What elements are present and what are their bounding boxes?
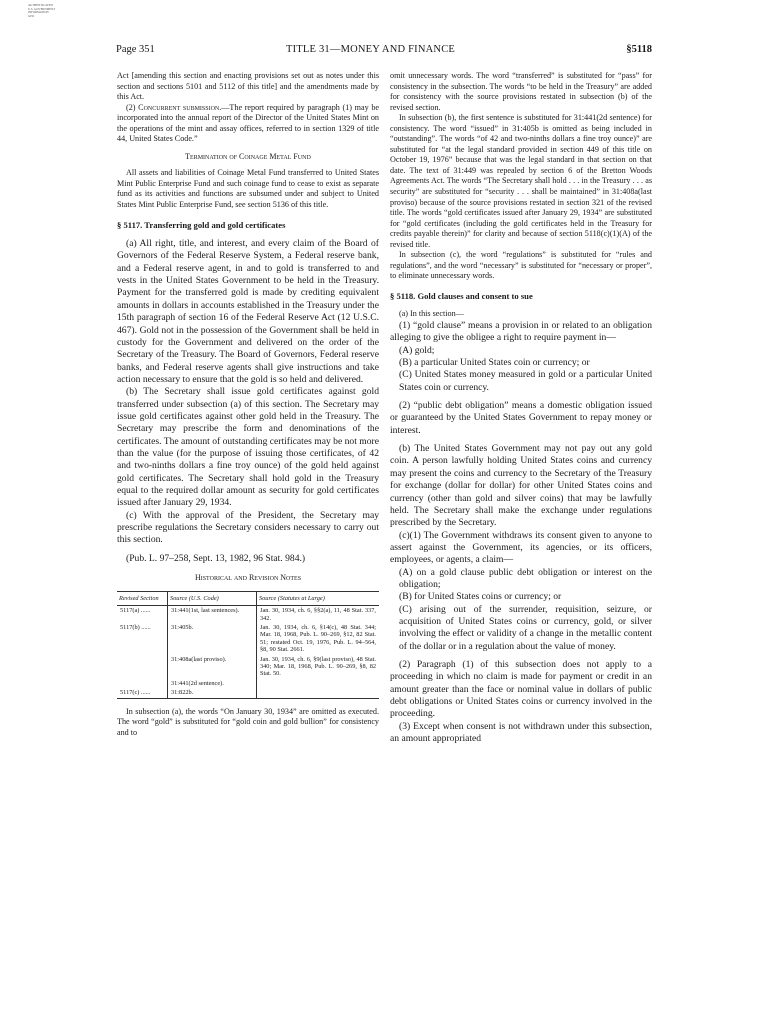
paragraph: In subsection (a), the words “On January 30, 1934” are omitted as executed. The word “gold” is substituted for “gold coin and gold bullion” for consistency and to (117, 706, 379, 737)
table-cell: 31:441(1st, last sentences). (168, 606, 257, 623)
small-caps-heading: (2) Concurrent submission (126, 102, 220, 112)
subsection-c: (c) With the approval of the President, the Secretary may prescribe regulations the Secretary considers necessary to carry out this section. (117, 509, 379, 546)
paragraph-c2: (2) Paragraph (1) of this subsection does not apply to a proceeding in which no claim is made for payment or credit in an amount greater than the face or nominal value in dollars of public debt obligations or United States coins or currency involved in the proceeding. (390, 658, 652, 720)
table-row (117, 623, 379, 655)
clause-c1A: (A) on a gold clause public debt obligation or interest on the obligation; (399, 566, 652, 590)
paragraph-text: .—The report required by paragraph (1) may be incorporated into the annual report of the Director of the United States Mint on the operations of the mint and assay offices, referred to in section 1329 of title 44, United States Code.” (117, 102, 379, 144)
table-cell: Jan. 30, 1934, ch. 6, §§2(a), 11, 48 Stat. 337, 342. (260, 607, 376, 622)
table-row (117, 688, 379, 698)
revision-notes-table (117, 591, 379, 699)
table-row (117, 606, 379, 623)
table-cell (257, 679, 380, 688)
subsection-a-intro: (a) In this section— (399, 309, 464, 319)
table-cell: 31:408a(last proviso). (168, 655, 257, 679)
paragraph: omit unnecessary words. The word “transferred” is substituted for “pass” for consistency in the subsection. The words “to be held in the Treasury” are added for consistency with the source provisions restated in subsection (b) of the revised section. (390, 71, 652, 112)
notes-heading: Historical and Revision Notes (194, 573, 302, 583)
paragraph: In subsection (b), the first sentence is substituted for 31:441(2d sentence) for consistency. The word “issued” in 31:405b is omitted as being included in “outstanding”. The words “of 42 and two-ninths dollars a fine troy ounce)” are substituted for “at the legal standard provided in section 449 of this title on October 19, 1976” because that was the legal standard in that section on that date. The text of 31:449 was repealed by section 6 of the Bretton Woods Agreements Act. The words “The Secretary shall hold . . . in the Treasury . . . as security” are substituted for “security . . . shall be maintained” in 31:408a(last proviso) because of the source provisions restated in section 321 of the revised title. The words “gold certificates issued after January 29, 1934” are substituted for “gold certificates (including the gold certificates held in the Treasury for credits payable therein)” for clarity and because of section 5118(c)(1)(A) of the revised title. (390, 113, 652, 249)
right-column (390, 71, 652, 745)
table-cell: 5117(b) ...... (117, 623, 168, 655)
paragraph-a1: (1) “gold clause” means a provision in or related to an obligation alleging to give the obligee a right to require payment in— (390, 320, 652, 344)
section-5117-heading: § 5117. Transferring gold and gold certificates (117, 219, 286, 230)
subsection-b: (b) The United States Government may not pay out any gold coin. A person lawfully holding United States coins and currency may present the coins and currency to the Secretary of the Treasury for exchange (dollar for dollar) for other United States coins and currency (other than gold and silver coins) that may be lawfully held. The Secretary shall make the exchange under regulations prescribed by the Secretary. (390, 443, 652, 529)
section-5118-heading: § 5118. Gold clauses and consent to sue (390, 290, 533, 301)
paragraph: In subsection (c), the word “regulations” is substituted for “rules and regulations”, and the word “necessary” is substituted for “necessary or proper”, to eliminate unnecessary words. (390, 250, 652, 281)
table-cell (117, 655, 168, 679)
table-cell: Jan. 30, 1934, ch. 6, §14(c), 48 Stat. 344; Mar. 18, 1968, Pub. L. 90–269, §12, 82 Stat. 51; restated Oct. 19, 1976, Pub. L. 94–564, §8, 90 Stat. 2661. (260, 624, 376, 654)
running-header (116, 44, 652, 60)
gpo-authentication-seal: AUTHENTICATED U.S. GOVERNMENT INFORMATION GPO (28, 3, 56, 18)
table-cell (117, 679, 168, 688)
subsection-b: (b) The Secretary shall issue gold certificates against gold transferred under subsection (a) of this section. The Secretary may issue gold certificates against other gold held in the Treasury. The Secretary may prescribe the form and denominations of the certificates. The amount of outstanding certificates may be not more than the value (for the purpose of issuing those certificates, of 42 and two-ninths dollars a fine troy ounce) of the gold held against gold certificates. The Secretary shall hold gold in the Treasury equal to the required dollar amount as security for gold certificates issued after January 29, 1934. (117, 386, 379, 509)
table-cell: 31:405b. (168, 623, 257, 655)
table-header: Source (U.S. Code) (168, 591, 257, 605)
table-row (117, 655, 379, 679)
clause-c1C: (C) arising out of the surrender, requisition, seizure, or acquisition of United States coins or currency, gold, or silver involving the effect or validity of a change in the metallic content of the dollar or in a regulation about the value of money. (399, 603, 652, 652)
table-row (117, 679, 379, 688)
table-cell: Jan. 30, 1934, ch. 6, §9(last proviso), 48 Stat. 340; Mar. 18, 1968, Pub. L. 90–269, §8, 82 Stat. 50. (260, 655, 376, 678)
page-number: Page 351 (116, 44, 155, 55)
paragraph-a2: (2) “public debt obligation” means a domestic obligation issued or guaranteed by the United States Government to repay money or interest. (390, 400, 652, 436)
paragraph: All assets and liabilities of Coinage Metal Fund transferred to United States Mint Public Enterprise Fund and such coinage fund to cease to exist as separate fund as its activities and functions are subsumed under and subject to United States Mint Public Enterprise Fund, see section 5136 of this title. (117, 168, 379, 210)
table-cell (257, 688, 380, 698)
paragraph-c1: (c)(1) The Government withdraws its consent given to anyone to assert against the Government, its agencies, or its officers, employees, or agents, a claim— (390, 529, 652, 566)
table-header: Source (Statutes at Large) (257, 591, 380, 605)
clause-a1C: (C) United States money measured in gold or a particular United States coin or currency. (399, 369, 652, 393)
clause-a1A: (A) gold; (399, 344, 435, 356)
left-column (117, 71, 379, 738)
paragraph-c3: (3) Except when consent is not withdrawn under this subsection, an amount appropriated (390, 720, 652, 745)
section-number: §5118 (626, 44, 652, 55)
subsection-a: (a) All right, title, and interest, and every claim of the Board of Governors of the Federal Reserve System, a Federal reserve bank, and a Federal reserve agent, in and to gold is transferred to and vests in the United States Government to be held in the Treasury. Payment for the transferred gold is made by crediting equivalent amounts in dollars in accounts established in the Treasury under the 15th paragraph of section 16 of the Federal Reserve Act (12 U.S.C. 467). Gold not in the possession of the Government shall be held in custody for the Government and delivered on the order of the Secretary of the Treasury. The Board of Governors, Federal reserve banks, and Federal reserve agents shall give instructions and take action necessary to ensure that the gold is so held and delivered. (117, 238, 379, 385)
table-cell: 31:822b. (168, 688, 257, 698)
clause-c1B: (B) for United States coins or currency; or (399, 591, 562, 603)
table-cell: 5117(a) ...... (117, 606, 168, 623)
table-cell: 31:441(2d sentence). (168, 679, 257, 688)
paragraph: Act [amending this section and enacting provisions set out as notes under this section and sections 5101 and 5112 of this title] and the amendments made by this Act. (117, 71, 379, 102)
paragraph (117, 103, 379, 145)
clause-a1B: (B) a particular United States coin or currency; or (399, 357, 590, 369)
table-cell: 5117(c) ...... (117, 688, 168, 698)
title-heading: TITLE 31—MONEY AND FINANCE (286, 44, 456, 55)
public-law-citation: (Pub. L. 97–258, Sept. 13, 1982, 96 Stat. 984.) (126, 552, 306, 564)
termination-heading: Termination of Coinage Metal Fund (185, 151, 311, 161)
table-header: Revised Section (117, 591, 168, 605)
